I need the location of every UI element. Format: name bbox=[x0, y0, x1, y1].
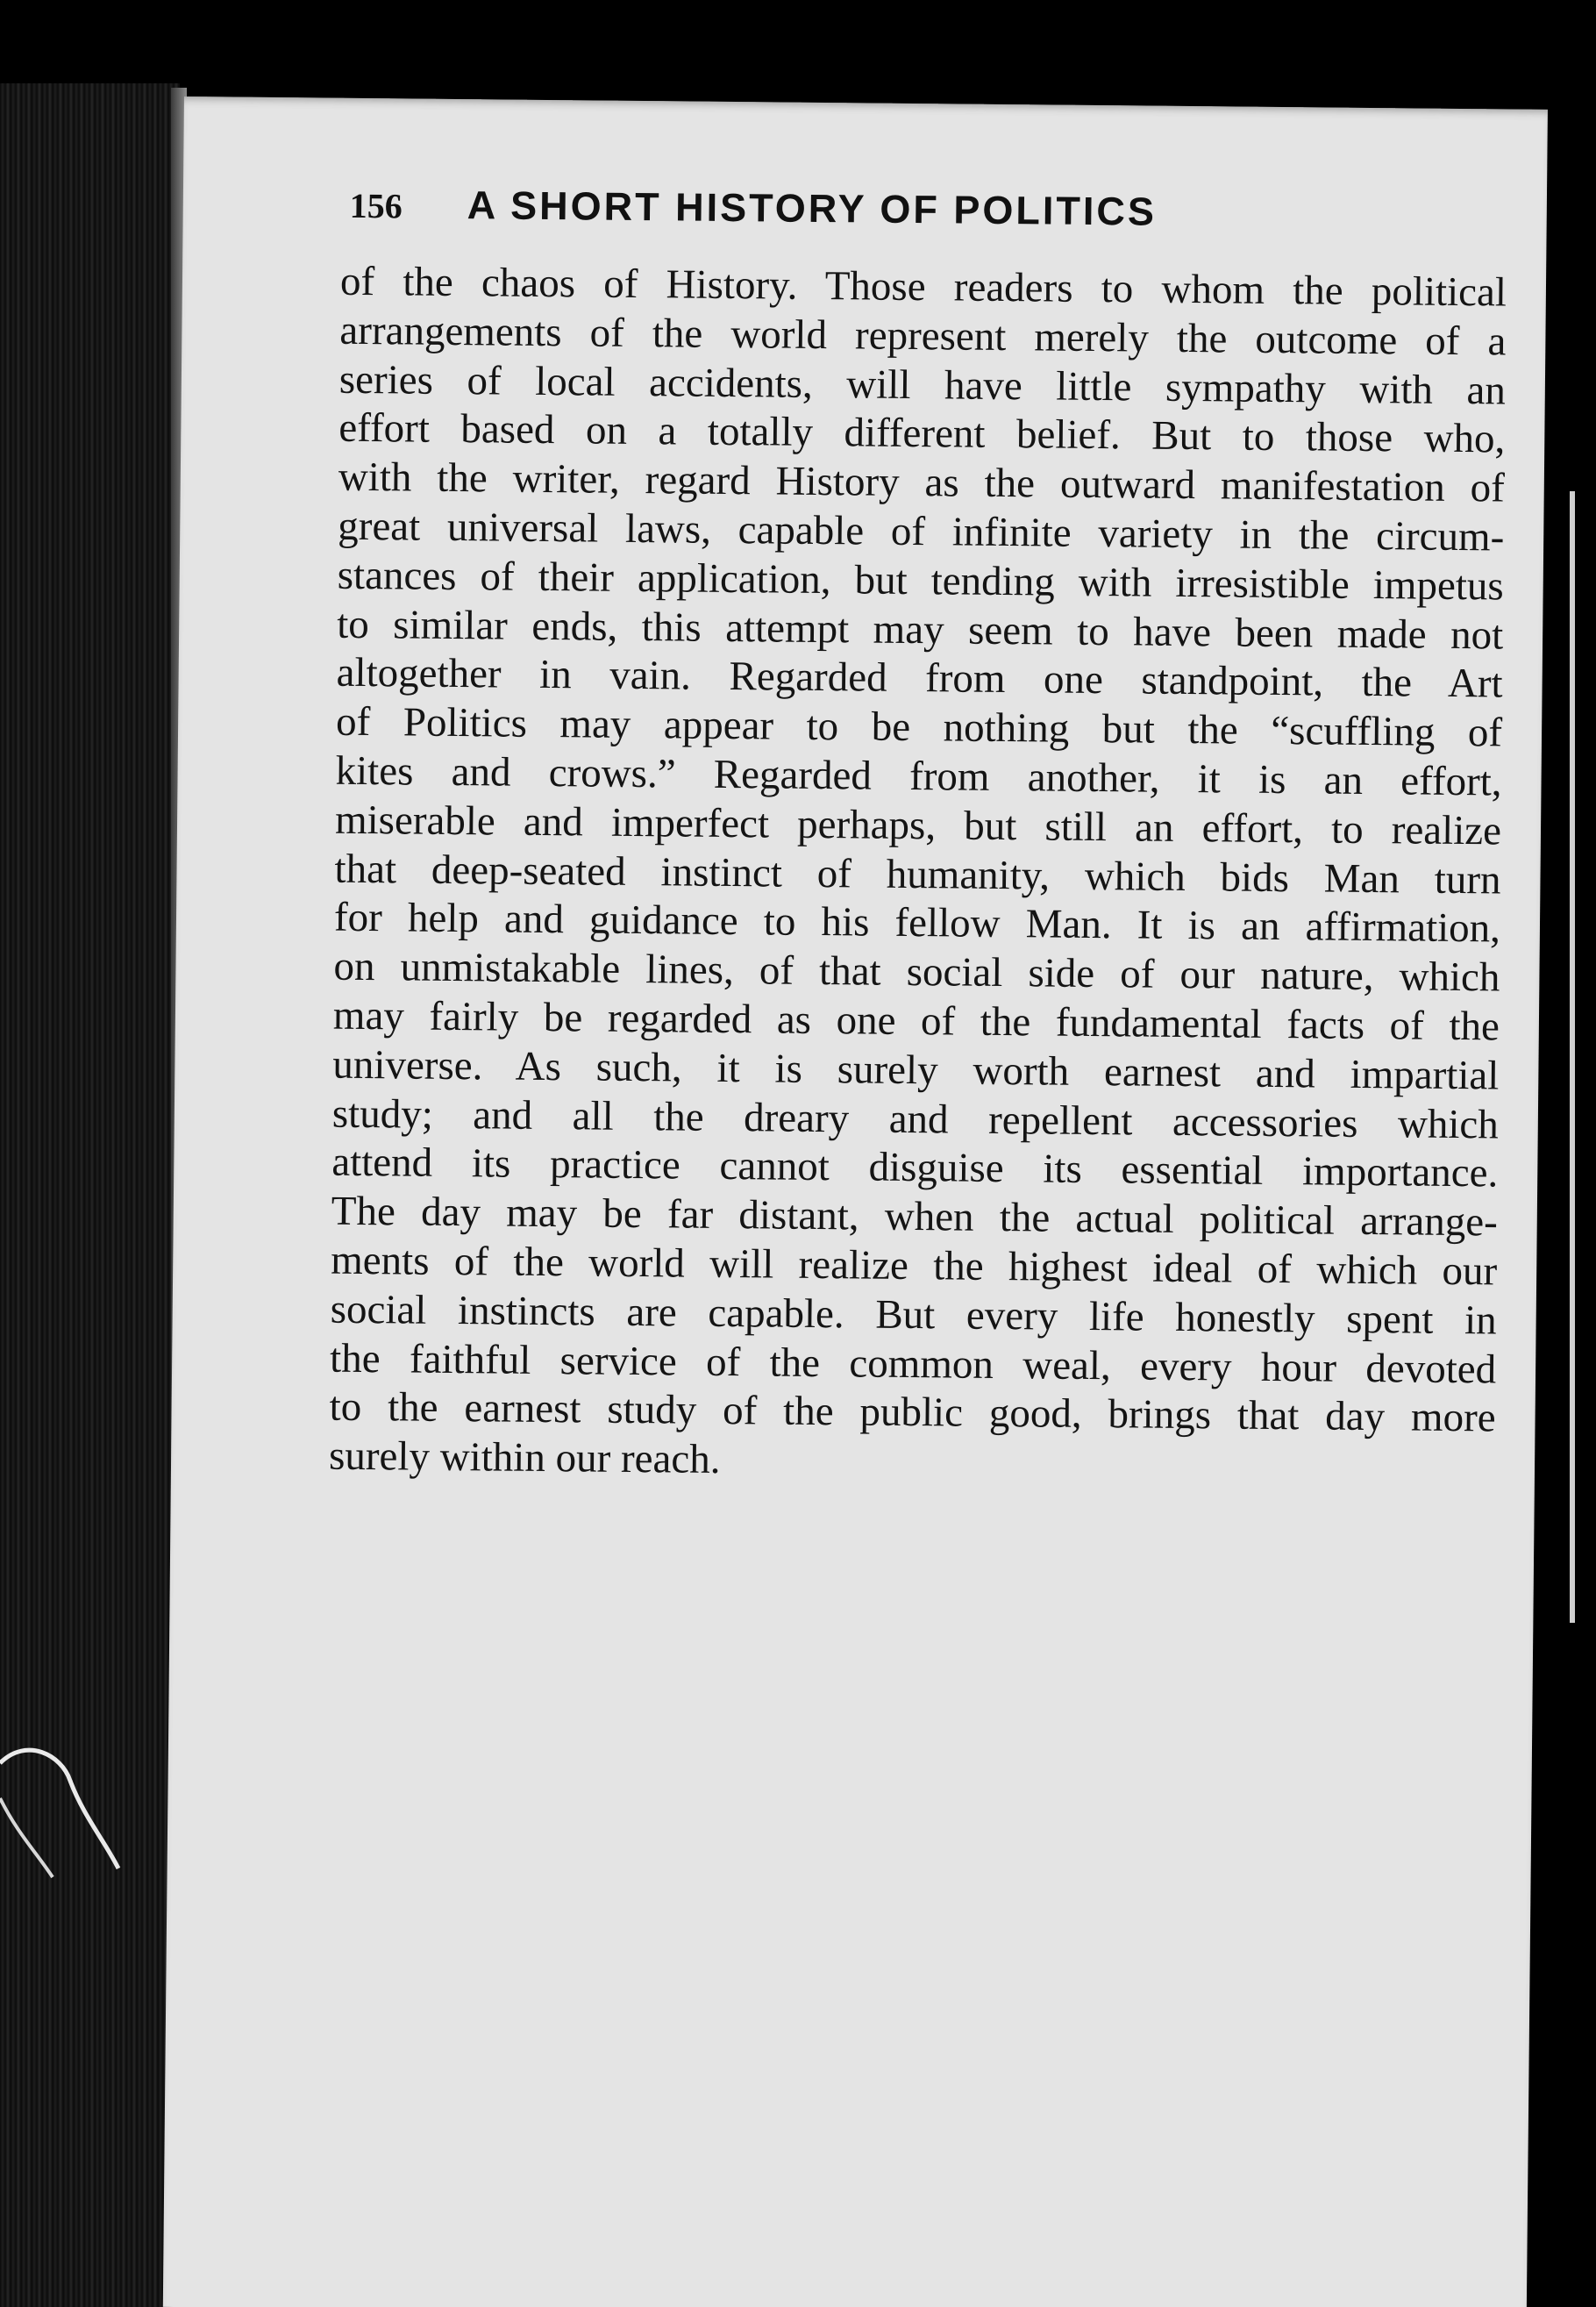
text-line: on unmistakable lines, of that social side of our nature, which bbox=[333, 943, 1500, 1001]
text-line: arrangements of the world represent merely the outcome of a bbox=[339, 307, 1507, 365]
book-spine-edge bbox=[0, 83, 180, 2307]
text-line: study; and all the dreary and repellent accessories which bbox=[331, 1090, 1500, 1147]
page-number: 156 bbox=[349, 185, 403, 226]
text-line: great universal laws, capable of infinite variety in the circum- bbox=[338, 503, 1505, 561]
text-line: series of local accidents, will have little sympathy with an bbox=[338, 356, 1507, 414]
text-line: stances of their application, but tending with irresistible impetus bbox=[337, 552, 1504, 610]
text-line: of Politics may appear to be nothing but the “scuffling of bbox=[335, 698, 1503, 756]
text-line: to similar ends, this attempt may seem to have been made not bbox=[336, 601, 1504, 659]
text-line: altogether in vain. Regarded from one standpoint, the Art bbox=[336, 650, 1503, 707]
running-title: A SHORT HISTORY OF POLITICS bbox=[467, 182, 1158, 234]
text-line: the faithful service of the common weal, every hour devoted bbox=[329, 1335, 1497, 1392]
text-line: to the earnest study of the public good, brings that day more bbox=[329, 1383, 1496, 1441]
text-line: miserable and imperfect perhaps, but still an effort, to realize bbox=[334, 796, 1502, 854]
page-right-edge bbox=[1554, 88, 1596, 2307]
text-line: surely within our reach. bbox=[328, 1432, 721, 1483]
text-line: effort based on a totally different belief. But to those who, bbox=[338, 405, 1506, 462]
text-line: with the writer, regard History as the outward manifestation of bbox=[338, 454, 1506, 511]
text-line: attend its practice cannot disguise its essential importance. bbox=[331, 1139, 1499, 1196]
text-line: of the chaos of History. Those readers to whom the political bbox=[339, 258, 1507, 316]
page-right-edge-line bbox=[1570, 491, 1575, 1623]
text-line: for help and guidance to his fellow Man. It is an affirmation, bbox=[333, 895, 1501, 952]
text-line: kites and crows.” Regarded from another, it is an effort, bbox=[335, 747, 1502, 805]
book-page bbox=[163, 96, 1548, 2307]
margin-blot-mark bbox=[0, 1746, 123, 1895]
text-line: The day may be far distant, when the actual political arrange- bbox=[331, 1188, 1498, 1246]
page-header bbox=[350, 182, 1516, 239]
text-line: may fairly be regarded as one of the fundamental facts of the bbox=[332, 992, 1500, 1050]
text-line: social instincts are capable. But every life honestly spent in bbox=[330, 1286, 1497, 1344]
body-paragraph bbox=[329, 258, 1507, 1493]
text-line: universe. As such, it is surely worth earnest and impartial bbox=[332, 1041, 1500, 1099]
text-line: that deep-seated instinct of humanity, which bids Man turn bbox=[334, 846, 1501, 904]
text-line: ments of the world will realize the highest ideal of which our bbox=[331, 1237, 1498, 1295]
